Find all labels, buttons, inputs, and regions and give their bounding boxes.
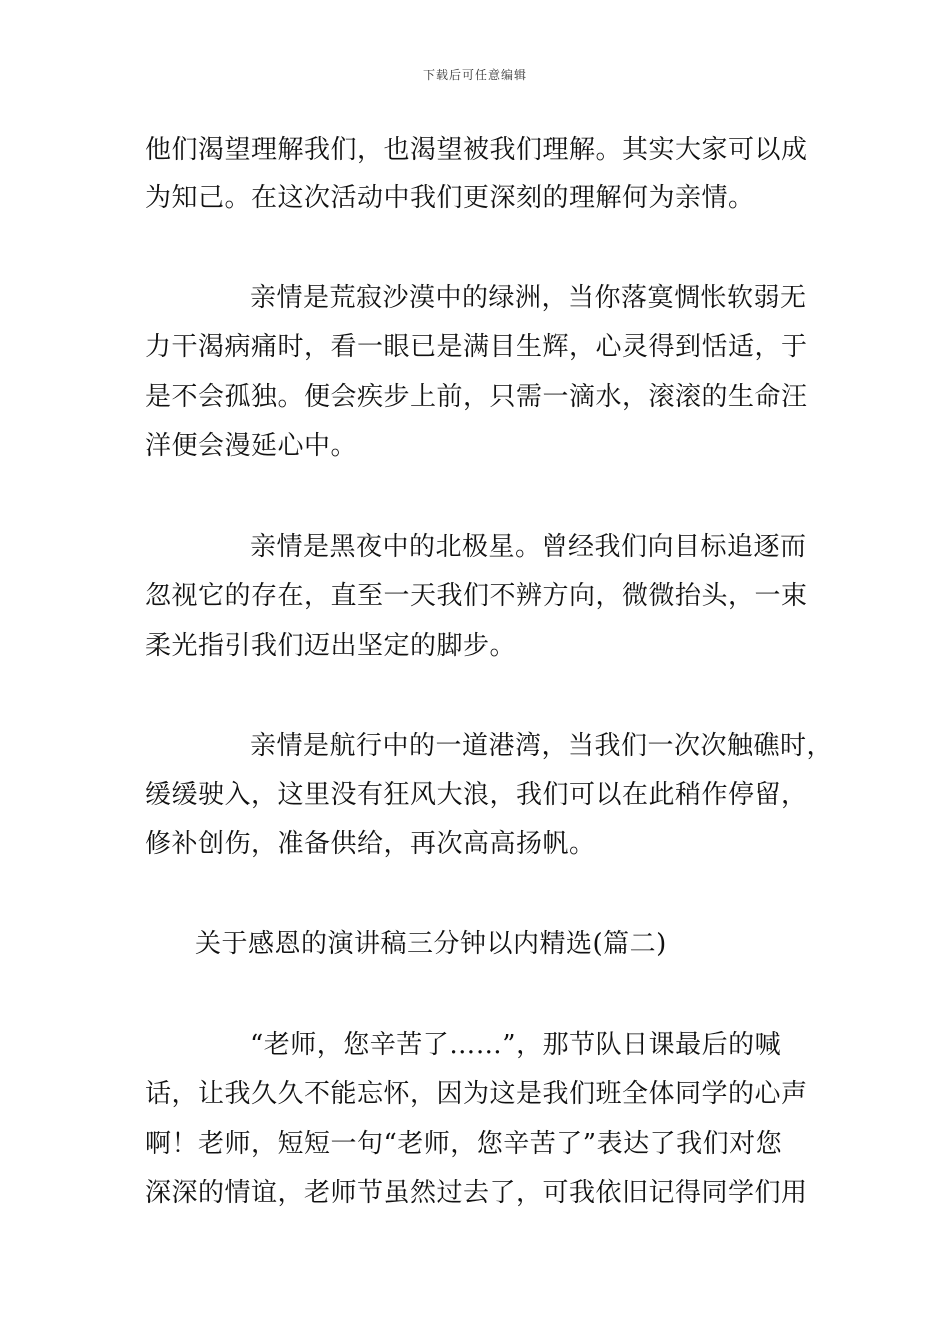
text-line: 修补创伤，准备供给，再次高高扬帆。 — [145, 829, 596, 859]
paragraph-start-line: 亲情是黑夜中的北极星。曾经我们向目标追逐而 — [250, 532, 807, 562]
section-heading: 关于感恩的演讲稿三分钟以内精选(篇二) — [195, 929, 667, 959]
paragraph-start-line: 亲情是航行中的一道港湾，当我们一次次触礁时， — [250, 731, 834, 761]
paragraph-start-line: 亲情是荒寂沙漠中的绿洲，当你落寞惆怅软弱无 — [250, 283, 807, 313]
text-line: 缓缓驶入，这里没有狂风大浪，我们可以在此稍作停留， — [145, 780, 808, 810]
text-line: 洋便会漫延心中。 — [145, 431, 358, 461]
text-line: 是不会孤独。便会疾步上前，只需一滴水，滚滚的生命汪 — [145, 382, 808, 412]
text-line: 为知己。在这次活动中我们更深刻的理解何为亲情。 — [145, 183, 755, 213]
text-line: 深深的情谊，老师节虽然过去了，可我依旧记得同学们用 — [145, 1178, 808, 1208]
text-line: 啊！老师，短短一句“老师，您辛苦了”表达了我们对您 — [145, 1129, 783, 1159]
paragraph-start-line: “老师，您辛苦了……”，那节队日课最后的喊 — [250, 1030, 782, 1060]
text-line: 话，让我久久不能忘怀，因为这是我们班全体同学的心声 — [145, 1079, 808, 1109]
text-line: 力干渴病痛时，看一眼已是满目生辉，心灵得到恬适，于 — [145, 332, 808, 362]
text-line: 柔光指引我们迈出坚定的脚步。 — [145, 631, 517, 661]
text-line: 他们渴望理解我们，也渴望被我们理解。其实大家可以成 — [145, 135, 808, 165]
text-line: 忽视它的存在，直至一天我们不辨方向，微微抬头，一束 — [145, 581, 808, 611]
page-header: 下载后可任意编辑 — [422, 68, 527, 82]
